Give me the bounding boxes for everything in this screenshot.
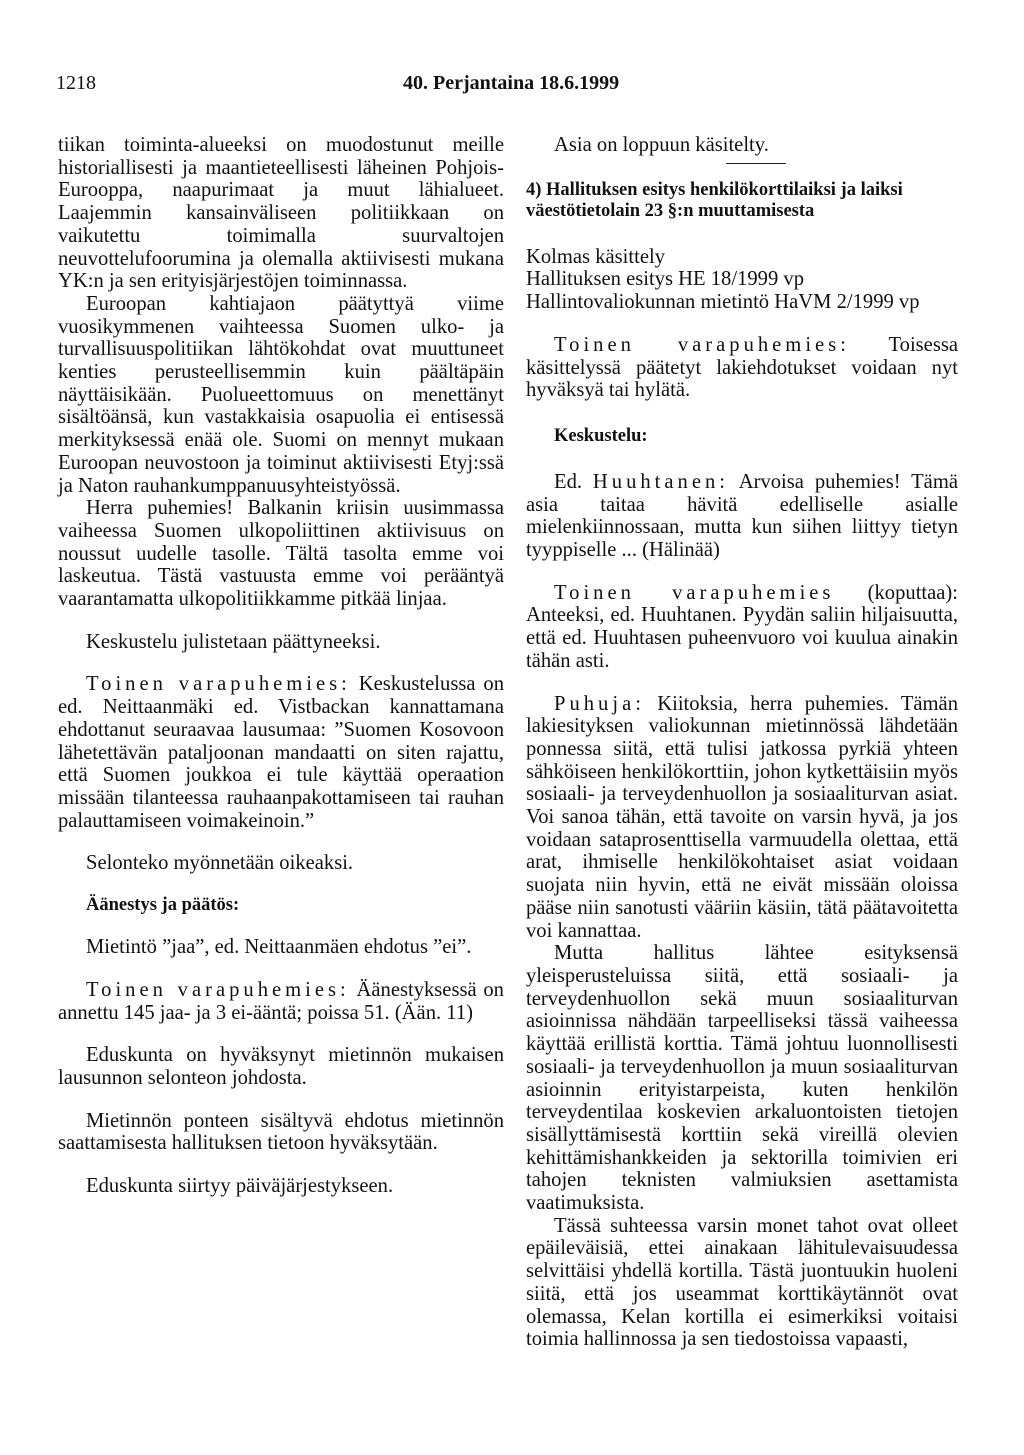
paragraph: Herra puhemies! Balkanin kriisin uusimmassa vaiheessa Suomen ulkopoliittinen aktiivisuus on noussut uudelle tasolle. Tältä tasolta emme voi laskeutua. Tästä vastuusta emme voi perääntyä vaarantamatta ulkopolitiikkamme pitkää linjaa. — [58, 497, 504, 611]
paragraph: Eduskunta siirtyy päiväjärjestykseen. — [86, 1175, 394, 1198]
paragraph: Mietintö ”jaa”, ed. Neittaanmäen ehdotus ”ei”. — [86, 936, 472, 959]
speaker-paragraph — [526, 471, 958, 562]
session-header: 40. Perjantaina 18.6.1999 — [403, 72, 620, 94]
speaker-name: Toinen varapuhemies — [554, 581, 835, 604]
speech-text: Keskustelussa on ed. Neittaanmäki ed. Vistbackan kannattamana ehdottanut seuraavaa lausumaa: ”Suomen Kosovoon lähetettävän pataljoonan mandaatti on siten rajattu, että Suomen joukkoa ei tule käyttää operaation missään tilanteessa rauhaanpakottamiseen tai rauhan palauttamiseen voimakeinoin.” — [58, 673, 504, 832]
speaker-paragraph — [526, 693, 958, 943]
section-heading: 4) Hallituksen esitys henkilökorttilaiksi ja laiksi väestötietolain 23 §:n muuttamisesta — [526, 179, 903, 221]
speech-text: Kiitoksia, herra puhemies. Tämän lakiesityksen valiokunnan mietinnössä lähdetään ponnessa siitä, että tulisi jatkossa pyrkiä yhteen sähköiseen henkilökorttiin, johon kytkettäisiin myös sosiaali- ja terveydenhuollon ja sosiaaliturvan asiat. Voi sanoa tähän, että tavoite on varsin hyvä, ja jos voidaan sataprosenttisella varmuudella olettaa, että arat, ihmiselle henkilökohtaiset asiat voidaan suojata niin hyvin, että ne eivät missään oloissa pääse niin sanotusti vääriin käsiin, tätä päätavoitetta voi kannattaa. — [526, 692, 958, 942]
right-column — [526, 134, 958, 1351]
section-heading: Äänestys ja päätös: — [86, 895, 240, 916]
speaker-name: Toinen varapuhemies: — [86, 978, 350, 1001]
speech-text: Arvoisa puhemies! Tämä asia taitaa hävitä edelliselle asialle mielenkiinnossaan, mutta kun siihen liittyy tietyn tyyppiselle ... (Hälinää) — [526, 470, 958, 562]
speech-text: Toisessa käsittelyssä päätetyt lakiehdotukset voidaan nyt hyväksyä tai hylätä. — [526, 333, 958, 402]
reference-line: Kolmas käsittely — [526, 245, 665, 268]
speech-text: (koputtaa): Anteeksi, ed. Huuhtanen. Pyydän saliin hiljaisuutta, että ed. Huuhtasen puheenvuoro voi kuulua ainakin tähän asti. — [526, 581, 958, 672]
paragraph: Keskustelu julistetaan päättyneeksi. — [86, 630, 381, 653]
paragraph: Euroopan kahtiajaon päätyttyä viime vuosikymmenen vaihteessa Suomen ulko- ja turvallisuuspolitiikan lähtökohdat ovat muuttuneet kenties perusteellisemmin kuin päältäpäin näyttäisikään. Puolueettomuus on menettänyt sisältöänsä, kun vastakkaisia osapuolia ei entisessä merkityksessä enää ole. Suomi on mennyt mukaan Euroopan neuvostoon ja toiminut aktiivisesti Etyj:ssä ja Naton rauhankumppanuusyhteistyössä. — [58, 292, 504, 497]
paragraph: Selonteko myönnetään oikeaksi. — [86, 852, 354, 875]
paragraph: tiikan toiminta-alueeksi on muodostunut meille historiallisesti ja maantieteellisesti läheinen Pohjois-Eurooppa, naapurimaat ja muut lähialueet. Laajemmin kansainväliseen politiikkaan on vaikutettu toimimalla suurvaltojen neuvottelufoorumina ja olemalla aktiivisesti mukana YK:n ja sen erityisjärjestöjen toiminnassa. — [58, 134, 504, 293]
section-heading: Keskustelu: — [554, 425, 648, 446]
speaker-name: Puhuja: — [554, 692, 645, 715]
speaker-paragraph — [58, 979, 504, 1024]
paragraph: Tässä suhteessa varsin monet tahot ovat olleet epäileväisiä, ettei ainakaan lähitulevaisuudessa selvittäisi yhdellä kortilla. Tästä juontuukin huoleni siitä, että jos useammat korttikäytännöt ovat olemassa, Kelan kortilla ei esimerkiksi voitaisi toimia hallinnossa ja sen tiedostoissa vapaasti, — [526, 1214, 958, 1351]
paragraph: Mietinnön ponteen sisältyvä ehdotus mietinnön saattamisesta hallituksen tietoon hyväksytään. — [58, 1109, 504, 1155]
paragraph: Asia on loppuun käsitelty. — [554, 134, 769, 156]
reference-line: Hallituksen esitys HE 18/1999 vp — [526, 268, 804, 291]
speech-text: Äänestyksessä on annettu 145 jaa- ja 3 ei-ääntä; poissa 51. (Ään. 11) — [58, 978, 504, 1024]
paragraph: Eduskunta on hyväksynyt mietinnön mukaisen lausunnon selonteon johdosta. — [58, 1044, 504, 1089]
left-column — [58, 134, 504, 1198]
speaker-paragraph — [526, 334, 958, 402]
speaker-paragraph — [526, 582, 958, 673]
reference-line: Hallintovaliokunnan mietintö HaVM 2/1999 vp — [526, 291, 920, 314]
page-number: 1218 — [56, 72, 96, 94]
speaker-name: Huuhtanen: — [592, 470, 729, 493]
speaker-name: Toinen varapuhemies: — [86, 673, 351, 696]
paragraph: Mutta hallitus lähtee esityksensä yleisperusteluissa siitä, että sosiaali- ja terveydenhuollon sekä muun sosiaaliturvan asioinnissa nähdään tarpeelliseksi tässä vaiheessa käyttää erillistä korttia. Tämä johtuu luonnollisesti sosiaali- ja terveydenhuollon ja muun sosiaaliturvan asioinnin erityistarpeista, kuten henkilön terveydentilaa koskevien arkaluontoisten tietojen sisällyttämisestä korttiin sekä vireillä olevien kehittämishankkeiden ja sektorilla toimivien eri tahojen teknisten valmiuksien asettamista vaatimuksista. — [526, 942, 958, 1215]
section-divider — [726, 163, 786, 164]
speaker-prefix: Ed. — [554, 470, 593, 493]
speaker-name: Toinen varapuhemies: — [554, 333, 850, 356]
speaker-paragraph — [58, 673, 504, 832]
